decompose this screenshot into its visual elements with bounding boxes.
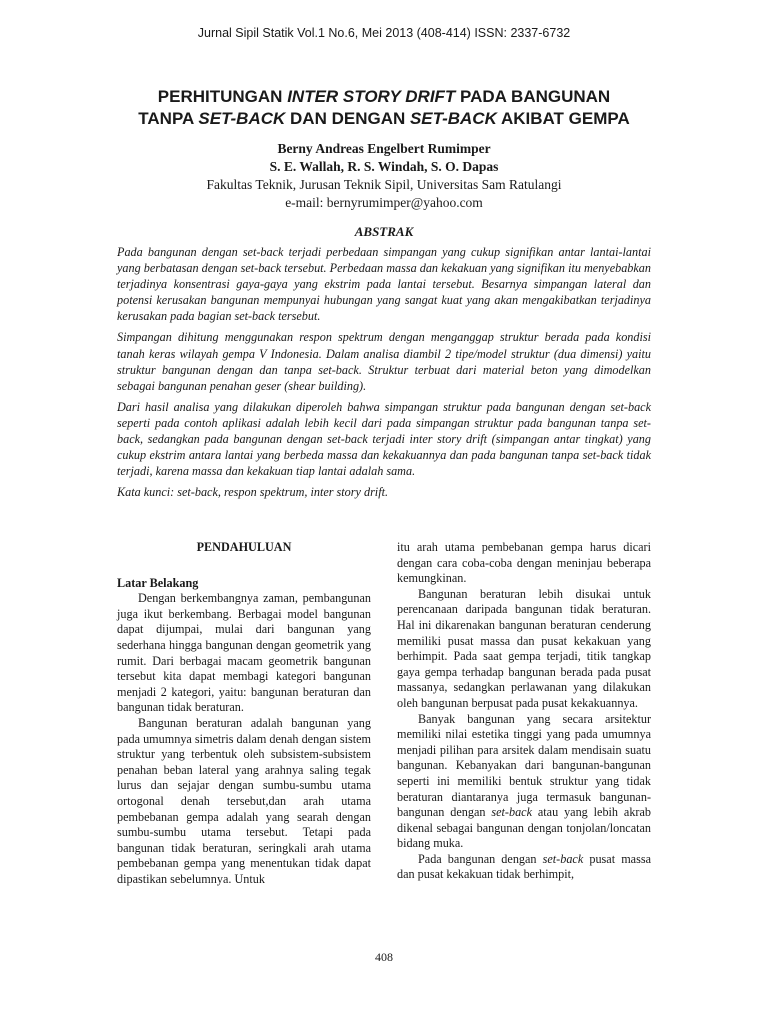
- body-paragraph: Bangunan beraturan adalah bangunan yang pada umumnya simetris dalam denah dengan sistem struktur yang terbentuk oleh subsistem-subsistem penahan beban lateral yang arahnya saling tegak lurus dan sejajar dengan sumbu-sumbu utama ortogonal denah tersebut,dan arah utama pembebanan gempa adalah yang searah dengan sumbu-sumbu utama tersebut. Tetapi pada bangunan tidak beraturan, seringkali arah utama pembebanan gempa yang menentukan tidak dapat dipastikan sebelumnya. Untuk: [117, 715, 371, 886]
- section-heading: PENDAHULUAN: [196, 540, 292, 554]
- title-italic-term: SET-BACK: [409, 109, 497, 128]
- left-column: [117, 540, 371, 887]
- abstract-paragraph: Simpangan dihitung menggunakan respon spektrum dengan menganggap struktur berada pada kondisi tanah keras wilayah gempa V Indonesia. Dalam analisa diambil 2 tipe/model struktur (dua dimensi) yaitu struktur bangunan dengan dan tanpa set-back. Struktur terbuat dari material beton yang dimodelkan sebagai bangunan penahan geser (shear building).: [117, 330, 651, 393]
- abstract-heading: ABSTRAK: [354, 224, 414, 239]
- subsection-heading: Latar Belakang: [117, 575, 199, 590]
- paper-title: [60, 86, 708, 130]
- body-paragraph: Bangunan beraturan lebih disukai untuk perencanaan daripada bangunan tidak beraturan. Hal ini dikarenakan bangunan beraturan cenderung memiliki pusat massa dan pusat kekakuan yang berhimpit. Pada saat gempa terjadi, titik tangkap gaya gempa terhadap bangunan berada pada pusat massanya, sedangkan perlawanan yang dilakukan oleh bangunan berpusat pada pusat kekakuannya.: [397, 586, 651, 710]
- page-number: 408: [375, 950, 393, 964]
- title-text: AKIBAT GEMPA: [496, 109, 630, 128]
- italic-term: set-back: [542, 851, 584, 866]
- right-column: [397, 540, 651, 883]
- title-italic-term: INTER STORY DRIFT: [287, 87, 456, 106]
- title-line-1: [60, 86, 708, 108]
- title-text: DAN DENGAN: [285, 109, 410, 128]
- keywords: Kata kunci: set-back, respon spektrum, inter story drift.: [117, 485, 389, 500]
- title-italic-term: SET-BACK: [198, 109, 286, 128]
- abstract-paragraph: Dari hasil analisa yang dilakukan diperoleh bahwa simpangan struktur pada bangunan dengan set-back seperti pada contoh aplikasi adalah lebih kecil dari pada simpangan struktur pada bangunan tanpa set-back, sedangkan pada bangunan dengan set-back terjadi inter story drift (simpangan antar tingkat) yang cukup ekstrim antara lantai yang berbeda massa dan kekakuannya dan pada bangunan tanpa set-back tidak terjadi, karena massa dan kekakuan tiap lantai adalah sama.: [117, 399, 651, 479]
- body-text: Pada bangunan dengan: [418, 851, 543, 866]
- abstract-paragraph: Pada bangunan dengan set-back terjadi perbedaan simpangan yang cukup signifikan antar lantai-lantai yang berbatasan dengan set-back tersebut. Perbedaan massa dan kekakuan yang signifikan itu menyebabkan terjadinya konsentrasi gaya-gaya yang ekstrim pada lantai tersebut. Besarnya simpangan lateral dan potensi kerusakan bangunan mempunyai hubungan yang sangat kuat yang akan mengakibatkan terjadinya kerusakan pada bagian set-back tersebut.: [117, 245, 651, 324]
- body-text: atau yang lebih akrab dikenal sebagai bangunan dengan tonjolan/loncatan bidang muka.: [397, 805, 651, 851]
- body-paragraph: Dengan berkembangnya zaman, pembangunan juga ikut berkembang. Berbagai model bangunan dapat dijumpai, mulai dari bangunan yang sederhana hingga bangunan dengan geometrik yang rumit. Dari berbagai macam geometrik bangunan tersebut kita dapat membagi kategori bangunan menjadi 2 kategori, yaitu: bangunan beraturan dan bangunan tidak beraturan.: [117, 591, 371, 715]
- title-text: PERHITUNGAN: [157, 87, 288, 106]
- affiliation: Fakultas Teknik, Jurusan Teknik Sipil, Universitas Sam Ratulangi: [206, 177, 562, 192]
- author-block: [60, 140, 708, 212]
- main-author: Berny Andreas Engelbert Rumimper: [277, 141, 491, 156]
- body-text: pusat massa dan pusat kekakuan tidak berhimpit,: [397, 851, 651, 882]
- title-text: TANPA: [138, 109, 199, 128]
- body-paragraph: [397, 852, 651, 883]
- title-line-2: [60, 108, 708, 130]
- journal-header: Jurnal Sipil Statik Vol.1 No.6, Mei 2013 (408-414) ISSN: 2337-6732: [197, 26, 571, 40]
- body-paragraph: itu arah utama pembebanan gempa harus dicari dengan cara coba-coba dengan meninjau beberapa kemungkinan.: [397, 540, 651, 586]
- body-paragraph: [397, 712, 651, 852]
- body-text: Banyak bangunan yang secara arsitektur memiliki nilai estetika tinggi yang pada umumnya menjadi pilihan para arsitek dalam mendisain suatu bangunan. Kebanyakan dari bangunan-bangunan seperti ini memiliki bentuk struktur yang tidak beraturan diantaranya juga termasuk bangunan-bangunan dengan: [397, 711, 651, 820]
- abstract: [117, 244, 651, 505]
- co-authors: S. E. Wallah, R. S. Windah, S. O. Dapas: [269, 159, 499, 174]
- title-text: PADA BANGUNAN: [455, 87, 611, 106]
- italic-term: set-back: [491, 805, 532, 820]
- author-email: e-mail: bernyrumimper@yahoo.com: [285, 195, 483, 210]
